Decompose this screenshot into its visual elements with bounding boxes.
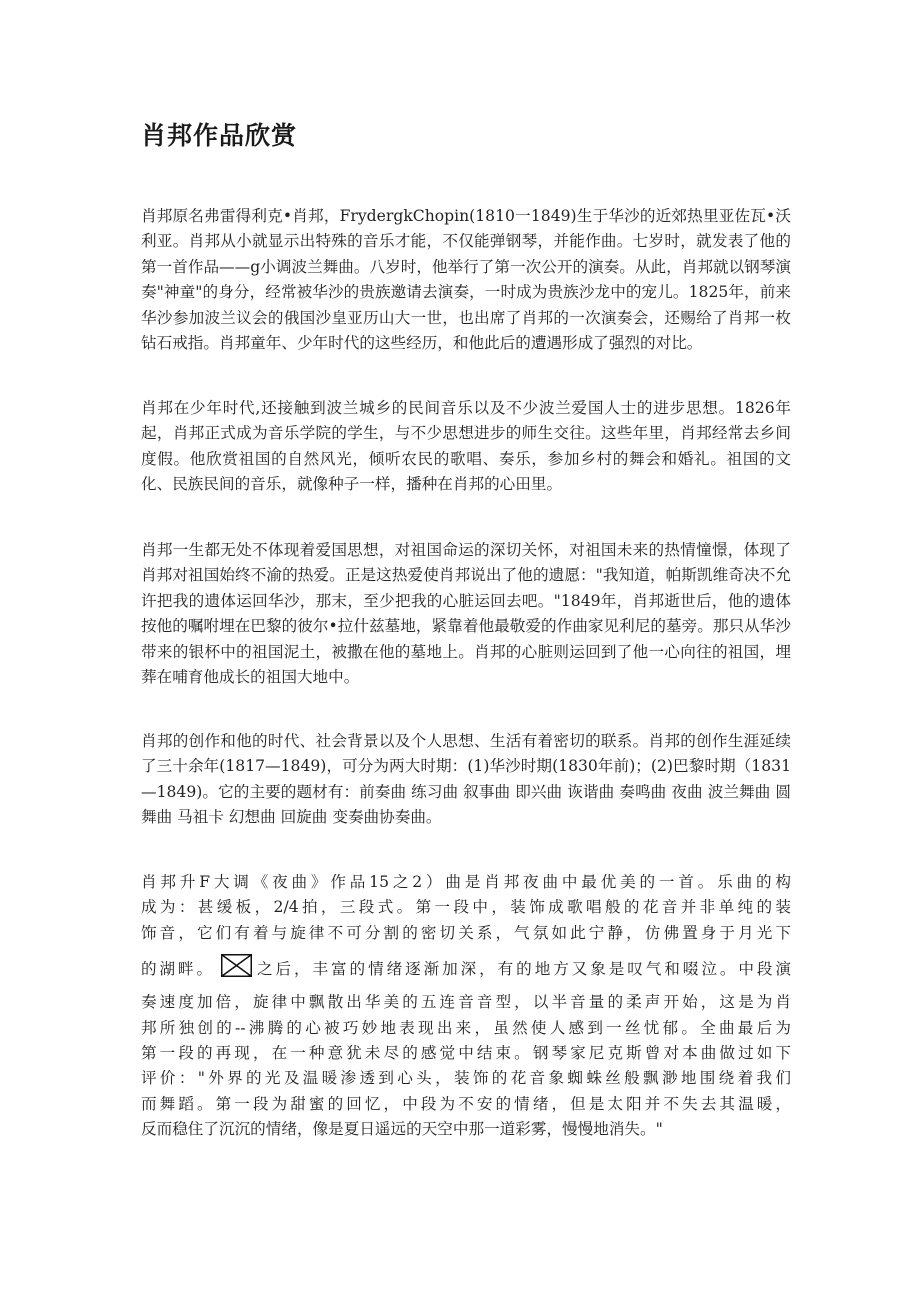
nocturne-line: 奏速度加倍，旋律中飘散出华美的五连音音型，以半音量的柔声开始，这是为肖 <box>141 993 791 1012</box>
nocturne-line: 成为：甚缓板，2/4拍，三段式。第一段中，装饰成歌唱般的花音并非单纯的装 <box>141 898 791 917</box>
nocturne-line: 邦所独创的--沸腾的心被巧妙地表现出来，虽然使人感到一丝忧郁。全曲最后为 <box>141 1018 791 1037</box>
paragraph-nocturne <box>141 870 791 1143</box>
nocturne-line: 第一段的再现，在一种意犹未尽的感觉中结束。钢琴家尼克斯曾对本曲做过如下 <box>141 1044 791 1063</box>
nocturne-line-text-after-image: 之后，丰富的情绪逐渐加深，有的地方又象是叹气和啜泣。中段演 <box>254 960 791 979</box>
paragraph-creative-periods: 肖邦的创作和他的时代、社会背景以及个人思想、生活有着密切的联系。肖邦的创作生涯延续了三十余年(1817—1849)，可分为两大时期：(1)华沙时期(1830年前)；(2)巴黎时期（1831 —1849)。它的主要的题材有：前奏曲 练习曲 叙事曲 即兴曲 诙谐曲 奏鸣曲 夜曲 波兰舞曲 圆舞曲 马祖卡 幻想曲 回旋曲 变奏曲协奏曲。 <box>141 732 791 827</box>
nocturne-line: 评价："外界的光及温暖渗透到心头，装饰的花音象蜘蛛丝般飘渺地围绕着我们 <box>141 1069 791 1088</box>
nocturne-line-text-before-image: 的湖畔。 <box>141 960 216 979</box>
nocturne-last-line: 反而稳住了沉沉的情绪，像是夏日遥远的天空中那一道彩雾，慢慢地消失。" <box>141 1120 663 1139</box>
nocturne-image-line <box>141 951 791 988</box>
paragraph-patriotism: 肖邦一生都无处不体现着爱国思想，对祖国命运的深切关怀，对祖国未来的热情憧憬，体现了肖邦对祖国始终不渝的热爱。正是这热爱使肖邦说出了他的遗愿："我知道，帕斯凯维奇决不允许把我的遗体运回华沙，那末，至少把我的心脏运回去吧。"1849年，肖邦逝世后，他的遗体按他的嘱咐埋在巴黎的彼尔•拉什兹墓地，紧靠着他最敬爱的作曲家见利尼的墓旁。那只从华沙带来的银杯中的祖国泥土，被撒在他的墓地上。肖邦的心脏则运回到了他一心向往的祖国，埋葬在哺育他成长的祖国大地中。 <box>141 541 791 687</box>
paragraph-biography-youth: 肖邦在少年时代,还接触到波兰城乡的民间音乐以及不少波兰爱国人士的进步思想。1826年起，肖邦正式成为音乐学院的学生，与不少思想进步的师生交往。这些年里，肖邦经常去乡间度假。他欣赏祖国的自然风光，倾听农民的歌唱、奏乐，参加乡村的舞会和婚礼。祖国的文化、民族民间的音乐，就像种子一样，播种在肖邦的心田里。 <box>141 399 791 494</box>
nocturne-line: 而舞蹈。第一段为甜蜜的回忆，中段为不安的情绪，但是太阳并不失去其温暖， <box>141 1094 791 1113</box>
nocturne-line: 肖邦升F大调《夜曲》作品15之2）曲是肖邦夜曲中最优美的一首。乐曲的构 <box>141 873 791 891</box>
document-title: 肖邦作品欣赏 <box>141 121 298 150</box>
nocturne-line: 饰音，它们有着与旋律不可分割的密切关系，气氛如此宁静，仿佛置身于月光下 <box>141 923 791 942</box>
paragraph-biography-childhood: 肖邦原名弗雷得利克•肖邦，FrydergkChopin(1810一1849)生于华沙的近郊热里亚佐瓦•沃利亚。肖邦从小就显示出特殊的音乐才能，不仅能弹钢琴，并能作曲。七岁时，就发表了他的第一首作品——g小调波兰舞曲。八岁时，他举行了第一次公开的演奏。从此，肖邦就以钢琴演奏"神童"的身分，经常被华沙的贵族邀请去演奏，一时成为贵族沙龙中的宠儿。1825年，前来华沙参加波兰议会的俄国沙皇亚历山大一世，也出席了肖邦的一次演奏会，还赐给了肖邦一枚钻石戒指。肖邦童年、少年时代的这些经历，和他此后的遭遇形成了强烈的对比。 <box>141 207 791 353</box>
broken-image-placeholder-icon <box>221 954 252 977</box>
